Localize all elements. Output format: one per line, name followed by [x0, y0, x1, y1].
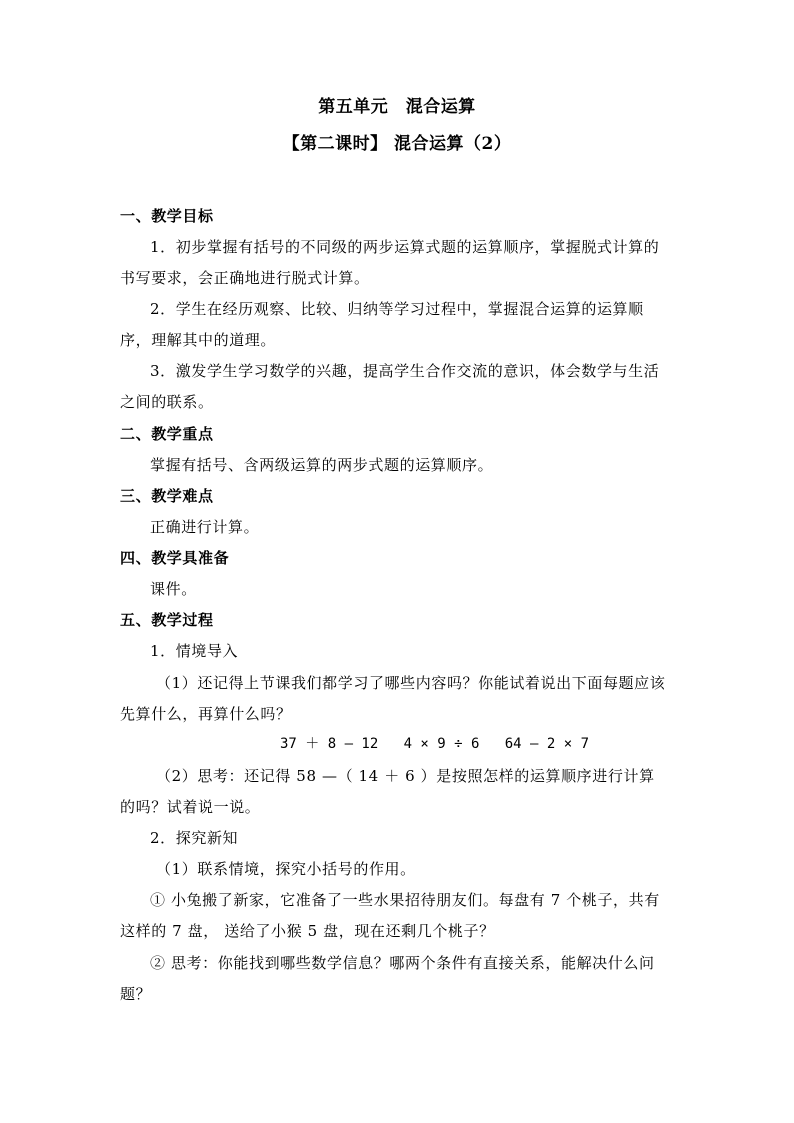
- question-5-line-1: ② 思考：你能找到哪些数学信息？哪两个条件有直接关系，能解决什么问: [150, 954, 655, 972]
- materials-text: 课件。: [150, 580, 197, 598]
- key-points-text: 掌握有括号、含两级运算的两步式题的运算顺序。: [150, 456, 494, 474]
- question-2-line-1: （2）思考：还记得 58 —（ 14 ＋ 6 ）是按照怎样的运算顺序进行计算: [156, 767, 655, 785]
- difficulties-text: 正确进行计算。: [150, 518, 260, 536]
- question-2-line-2: 的吗？试着说一说。: [120, 798, 261, 816]
- question-5-line-2: 题？: [120, 985, 152, 1003]
- section-heading-difficulties: 三、教学难点: [120, 487, 214, 505]
- question-1-line-2: 先算什么，再算什么吗？: [120, 705, 292, 723]
- question-4-line-1: ① 小兔搬了新家，它准备了一些水果招待朋友们。每盘有 7 个桃子，共有: [150, 891, 660, 909]
- objective-3-line-2: 之间的联系。: [120, 393, 214, 411]
- question-4-line-2: 这样的 7 盘， 送给了小猴 5 盘，现在还剩几个桃子？: [120, 922, 495, 940]
- step-2-title: 2．探究新知: [150, 829, 239, 847]
- objective-2-line-2: 序，理解其中的道理。: [120, 331, 277, 349]
- lesson-subtitle: 【第二课时】 混合运算（2）: [282, 134, 512, 154]
- section-heading-key-points: 二、教学重点: [120, 425, 214, 443]
- question-1-line-1: （1）还记得上节课我们都学习了哪些内容吗？你能试着说出下面每题应该: [156, 674, 666, 692]
- section-heading-materials: 四、教学具准备: [120, 549, 230, 567]
- objective-1-line-2: 书写要求，会正确地进行脱式计算。: [120, 269, 370, 287]
- objective-1-line-1: 1．初步掌握有括号的不同级的两步运算式题的运算顺序，掌握脱式计算的: [150, 238, 660, 256]
- practice-formulas: 37 ＋ 8 — 12 4 × 9 ÷ 6 64 — 2 × 7: [280, 736, 590, 752]
- step-1-title: 1．情境导入: [150, 642, 239, 660]
- page-title: 第五单元 混合运算: [318, 97, 476, 117]
- objective-2-line-1: 2．学生在经历观察、比较、归纳等学习过程中，掌握混合运算的运算顺: [150, 300, 644, 318]
- question-3: （1）联系情境，探究小括号的作用。: [156, 860, 416, 878]
- section-heading-objectives: 一、教学目标: [120, 207, 214, 225]
- objective-3-line-1: 3．激发学生学习数学的兴趣，提高学生合作交流的意识，体会数学与生活: [150, 362, 660, 380]
- section-heading-process: 五、教学过程: [120, 611, 214, 629]
